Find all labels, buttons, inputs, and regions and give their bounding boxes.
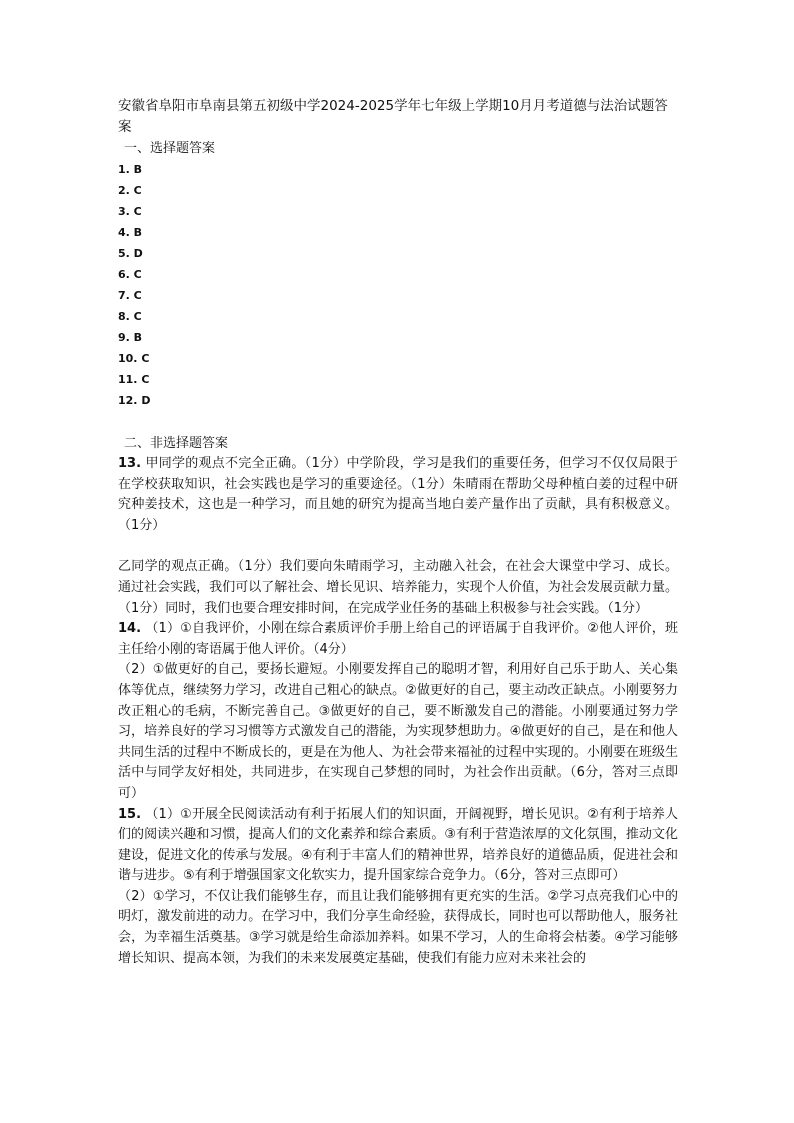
choice-answer-item: 12. D (118, 394, 151, 407)
question-number-15: 15. (118, 806, 142, 822)
choice-answer-item: 3. C (118, 205, 142, 218)
choice-answer-item: 4. B (118, 226, 143, 239)
question-number-13: 13. (118, 456, 142, 471)
answer-14-part-2: （2）①做更好的自己，要扬长避短。小刚要发挥自己的聪明才智，利用好自己乐于助人、关心集体等优点，继续努力学习，改进自己粗心的缺点。②做更好的自己，要主动改正缺点。小刚要努力改正粗心的毛病，不断完善自己。③做更好的自己，要不断激发自己的潜能。小刚要通过努力学习，培养良好的学习习惯等方式激发自己的潜能，为实现梦想助力。④做更好的自己，是在和他人共同生活的过程中不断成长的，更是在为他人、为社会带来福祉的过程中实现的。小刚要在班级生活中与同学友好相处，共同进步，在实现自己梦想的同时，为社会作出贡献。（6分，答对三点即可） (118, 662, 678, 801)
choice-answer-list (118, 159, 678, 411)
choice-answer-item: 6. C (118, 268, 142, 281)
choice-answer-item: 7. C (118, 289, 142, 302)
choice-answer-item: 11. C (118, 373, 150, 386)
section-heading-choice: 一、选择题答案 (124, 141, 216, 156)
choice-answer-item: 5. D (118, 247, 143, 260)
answer-13-part-b: 乙同学的观点正确。（1分）我们要向朱晴雨学习，主动融入社会，在社会大课堂中学习、成长。通过社会实践，我们可以了解社会、增长见识、培养能力，实现个人价值，为社会发展贡献力量。（1分）同时，我们也要合理安排时间，在完成学业任务的基础上积极参与社会实践。（1分） (118, 559, 678, 616)
choice-answer-item: 8. C (118, 310, 142, 323)
document-content (118, 96, 678, 969)
answer-13-part-a (118, 454, 678, 536)
answer-13-text-a: 甲同学的观点不完全正确。（1分）中学阶段，学习是我们的重要任务，但学习不仅仅局限于在学校获取知识，社会实践也是学习的重要途径。（1分）朱晴雨在帮助父母种植白姜的过程中研究种姜技术，这也是一种学习，而且她的研究为提高当地白姜产量作出了贡献，具有积极意义。（1分） (118, 456, 678, 533)
answer-15-part-1 (118, 805, 678, 887)
answer-15-part-2: （2）①学习，不仅让我们能够生存，而且让我们能够拥有更充实的生活。②学习点亮我们心中的明灯，激发前进的动力。在学习中，我们分享生命经验，获得成长，同时也可以帮助他人，服务社会，为幸福生活奠基。③学习就是给生命添加养料。如果不学习，人的生命将会枯萎。④学习能够增长知识、提高本领，为我们的未来发展奠定基础，使我们有能力应对未来社会的 (118, 888, 678, 966)
answer-14-text-1: （1）①自我评价，小刚在综合素质评价手册上给自己的评语属于自我评价。②他人评价，班主任给小刚的寄语属于他人评价。（4分） (118, 621, 678, 657)
spacer (118, 411, 678, 433)
choice-answer-item: 2. C (118, 184, 142, 197)
choice-answer-item: 10. C (118, 352, 150, 365)
question-number-14: 14. (118, 621, 142, 637)
answer-14-part-1 (118, 619, 678, 660)
document-title: 安徽省阜阳市阜南县第五初级中学2024-2025学年七年级上学期10月月考道德与法治试题答案 (118, 98, 668, 135)
paragraph-gap (118, 536, 678, 557)
choice-answer-item: 9. B (118, 331, 143, 344)
section-heading-nonchoice: 二、非选择题答案 (124, 436, 229, 451)
choice-answer-item: 1. B (118, 163, 143, 176)
answer-15-text-1: （1）①开展全民阅读活动有利于拓展人们的知识面，开阔视野，增长见识。②有利于培养人们的阅读兴趣和习惯，提高人们的文化素养和综合素质。③有利于营造浓厚的文化氛围，推动文化建设，促进文化的传承与发展。④有利于丰富人们的精神世界，培养良好的道德品质，促进社会和谐与进步。⑤有利于增强国家文化软实力，提升国家综合竞争力。（6分，答对三点即可） (118, 806, 678, 884)
